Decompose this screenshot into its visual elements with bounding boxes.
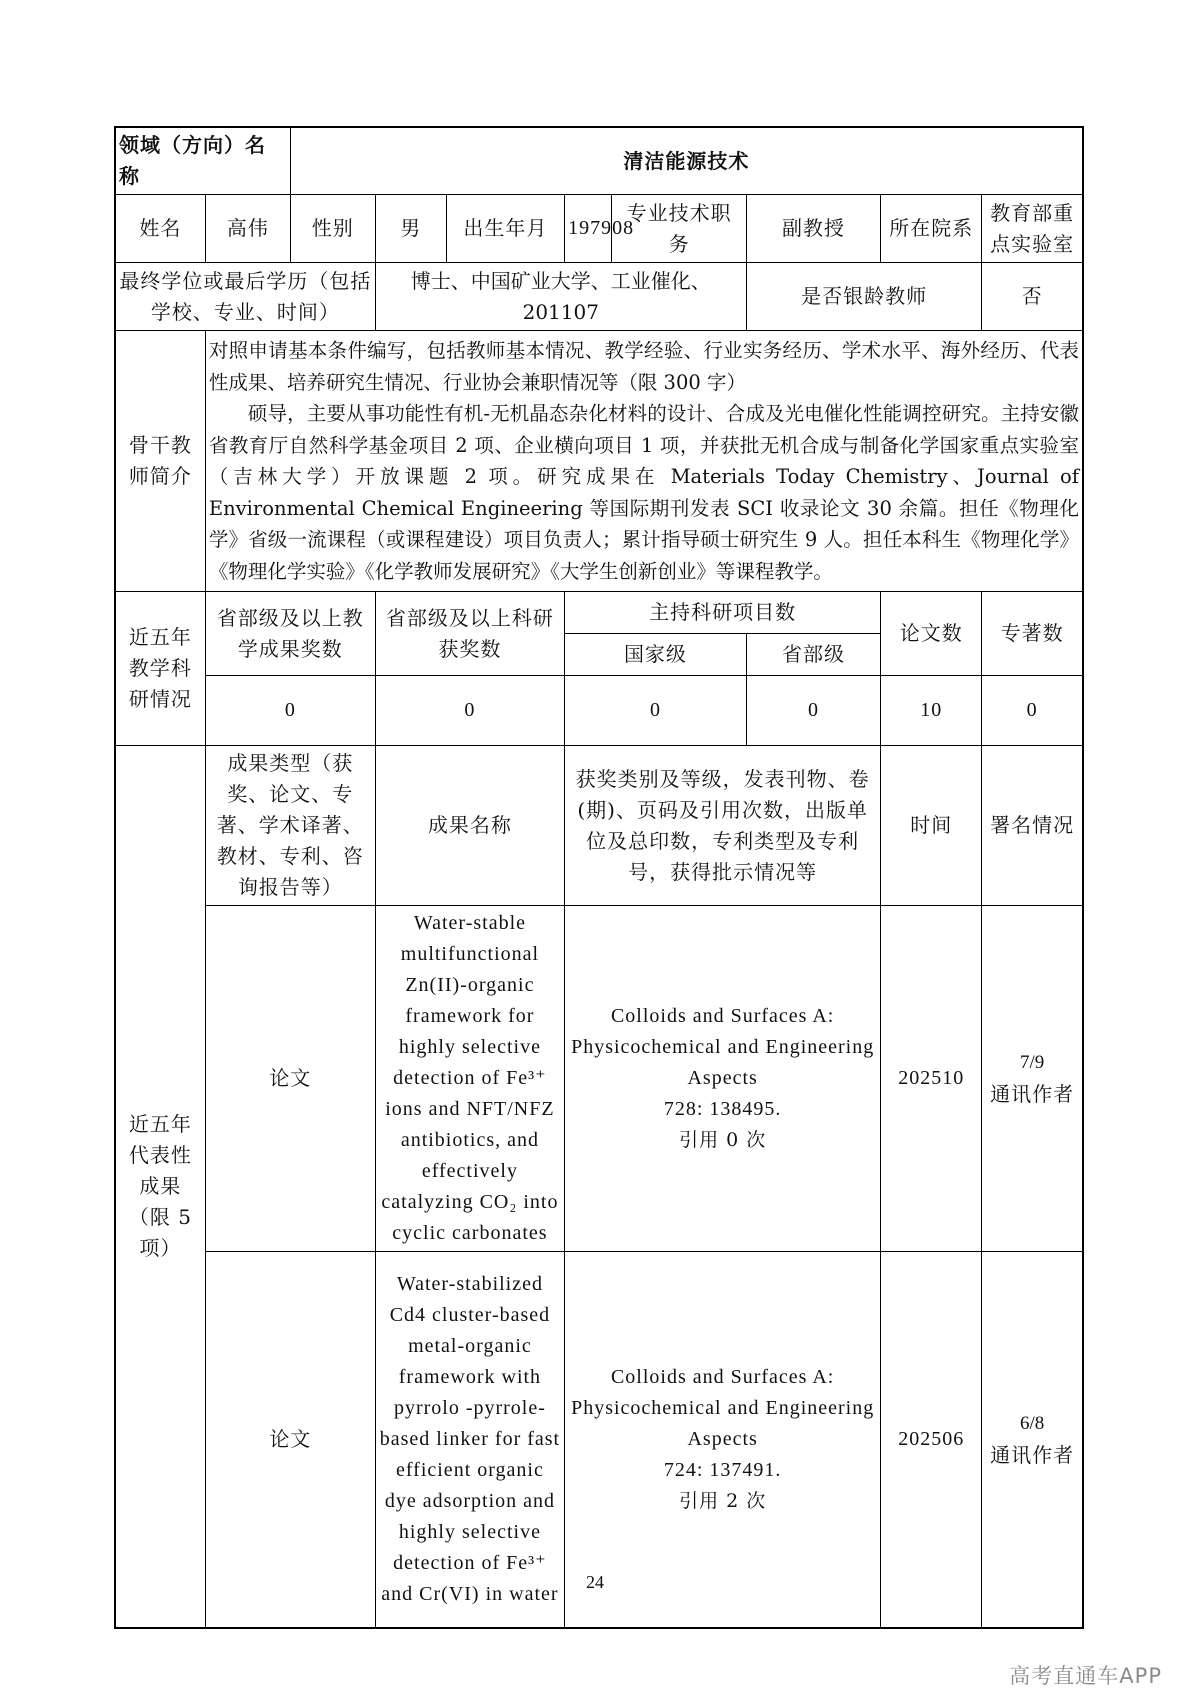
ach-type: 论文 bbox=[205, 906, 375, 1252]
sci-award-label: 省部级及以上科研获奖数 bbox=[375, 592, 564, 676]
birth-label: 出生年月 bbox=[446, 195, 564, 263]
books-value: 0 bbox=[982, 676, 1083, 746]
ach-name: Water-stabilized Cd4 cluster-based metal-organic framework with pyrrolo -pyrrole-based linker for fast efficient organic dye adsorption and highly selective detection of Fe³⁺ and Cr(VI) in water bbox=[375, 1252, 564, 1628]
ach-type-header: 成果类型（获奖、论文、专著、学术译著、教材、专利、咨询报告等） bbox=[205, 746, 375, 906]
ach-time: 202510 bbox=[881, 906, 982, 1252]
title-value: 副教授 bbox=[746, 195, 880, 263]
ach-pages: 724: 137491. bbox=[663, 1458, 782, 1481]
ach-role: 通讯作者 bbox=[990, 1442, 1075, 1467]
ach-pages: 728: 138495. bbox=[663, 1098, 782, 1120]
table-row bbox=[115, 906, 1083, 1252]
gender-label: 性别 bbox=[290, 195, 375, 263]
intro-label: 骨干教师简介 bbox=[115, 331, 205, 592]
field-value: 清洁能源技术 bbox=[290, 127, 1083, 195]
sci-award-value: 0 bbox=[375, 676, 564, 746]
ach-rank: 7/9 bbox=[1020, 1052, 1045, 1074]
teach-award-value: 0 bbox=[205, 676, 375, 746]
ach-cites: 引用 0 次 bbox=[679, 1129, 767, 1151]
ach-time: 202506 bbox=[881, 1252, 982, 1628]
provincial-value: 0 bbox=[746, 676, 880, 746]
research-label: 近五年教学科研情况 bbox=[115, 592, 205, 746]
ach-detail bbox=[565, 906, 881, 1252]
page-number: 24 bbox=[586, 1572, 604, 1592]
gender-value: 男 bbox=[375, 195, 446, 263]
intro-guide: 对照申请基本条件编写，包括教师基本情况、教学经验、行业实务经历、学术水平、海外经历、代表性成果、培养研究生情况、行业协会兼职情况等（限 300 字） bbox=[208, 339, 1079, 394]
degree-value: 博士、中国矿业大学、工业催化、201107 bbox=[375, 263, 746, 331]
ach-name-header: 成果名称 bbox=[375, 746, 564, 906]
ach-rank: 6/8 bbox=[1020, 1413, 1045, 1434]
field-label: 领域（方向）名称 bbox=[115, 127, 290, 195]
silver-label: 是否银龄教师 bbox=[746, 263, 982, 331]
ach-journal: Colloids and Surfaces A: Physicochemical and Engineering Aspects bbox=[571, 1365, 875, 1450]
national-label: 国家级 bbox=[565, 634, 747, 676]
intro-body: 硕导，主要从事功能性有机-无机晶态杂化材料的设计、合成及光电催化性能调控研究。主持安徽省教育厅自然科学基金项目 2 项、企业横向项目 1 项，并获批无机合成与制备化学国家重点实验室（吉林大学）开放课题 2 项。研究成果在 Materials Today Chemistry、Journal of Environmental Chemical Engineering 等国际期刊发表 SCI 收录论文 30 余篇。担任《物理化学》省级一流课程（或课程建设）项目负责人；累计指导硕士研究生 9 人。担任本科生《物理化学》《物理化学实验》《化学教师发展研究》《大学生创新创业》等课程教学。 bbox=[208, 402, 1079, 583]
ach-journal: Colloids and Surfaces A: Physicochemical and Engineering Aspects bbox=[571, 1005, 875, 1089]
dept-value: 教育部重点实验室 bbox=[982, 195, 1083, 263]
ach-type: 论文 bbox=[205, 1252, 375, 1628]
silver-value: 否 bbox=[982, 263, 1083, 331]
degree-label: 最终学位或最后学历（包括学校、专业、时间） bbox=[115, 263, 375, 331]
watermark-text: 高考直通车APP bbox=[1009, 1664, 1162, 1688]
papers-label: 论文数 bbox=[881, 592, 982, 676]
birth-value: 197908 bbox=[565, 195, 612, 263]
title-label: 专业技术职 务 bbox=[612, 195, 746, 263]
ach-sign-header: 署名情况 bbox=[982, 746, 1083, 906]
ach-cites: 引用 2 次 bbox=[679, 1489, 767, 1512]
intro-content bbox=[205, 331, 1083, 592]
national-value: 0 bbox=[565, 676, 747, 746]
ach-detail-header: 获奖类别及等级，发表刊物、卷(期)、页码及引用次数，出版单位及总印数，专利类型及专利号，获得批示情况等 bbox=[565, 746, 881, 906]
ach-sign bbox=[982, 906, 1083, 1252]
ach-name: Water-stable multifunctional Zn(II)-organic framework for highly selective detection of Fe³⁺ ions and NFT/NFZ antibiotics, and effectively catalyzing CO₂ into cyclic carbonates bbox=[375, 906, 564, 1252]
ach-role: 通讯作者 bbox=[990, 1081, 1075, 1106]
books-label: 专著数 bbox=[982, 592, 1083, 676]
achievements-label: 近五年代表性成果（限 5 项） bbox=[115, 746, 205, 1628]
papers-value: 10 bbox=[881, 676, 982, 746]
name-value: 高伟 bbox=[205, 195, 290, 263]
teach-award-label: 省部级及以上教学成果奖数 bbox=[205, 592, 375, 676]
dept-label: 所在院系 bbox=[881, 195, 982, 263]
ach-time-header: 时间 bbox=[881, 746, 982, 906]
application-form-table bbox=[114, 126, 1084, 1629]
provincial-label: 省部级 bbox=[746, 634, 880, 676]
name-label: 姓名 bbox=[115, 195, 205, 263]
projects-label: 主持科研项目数 bbox=[565, 592, 881, 634]
